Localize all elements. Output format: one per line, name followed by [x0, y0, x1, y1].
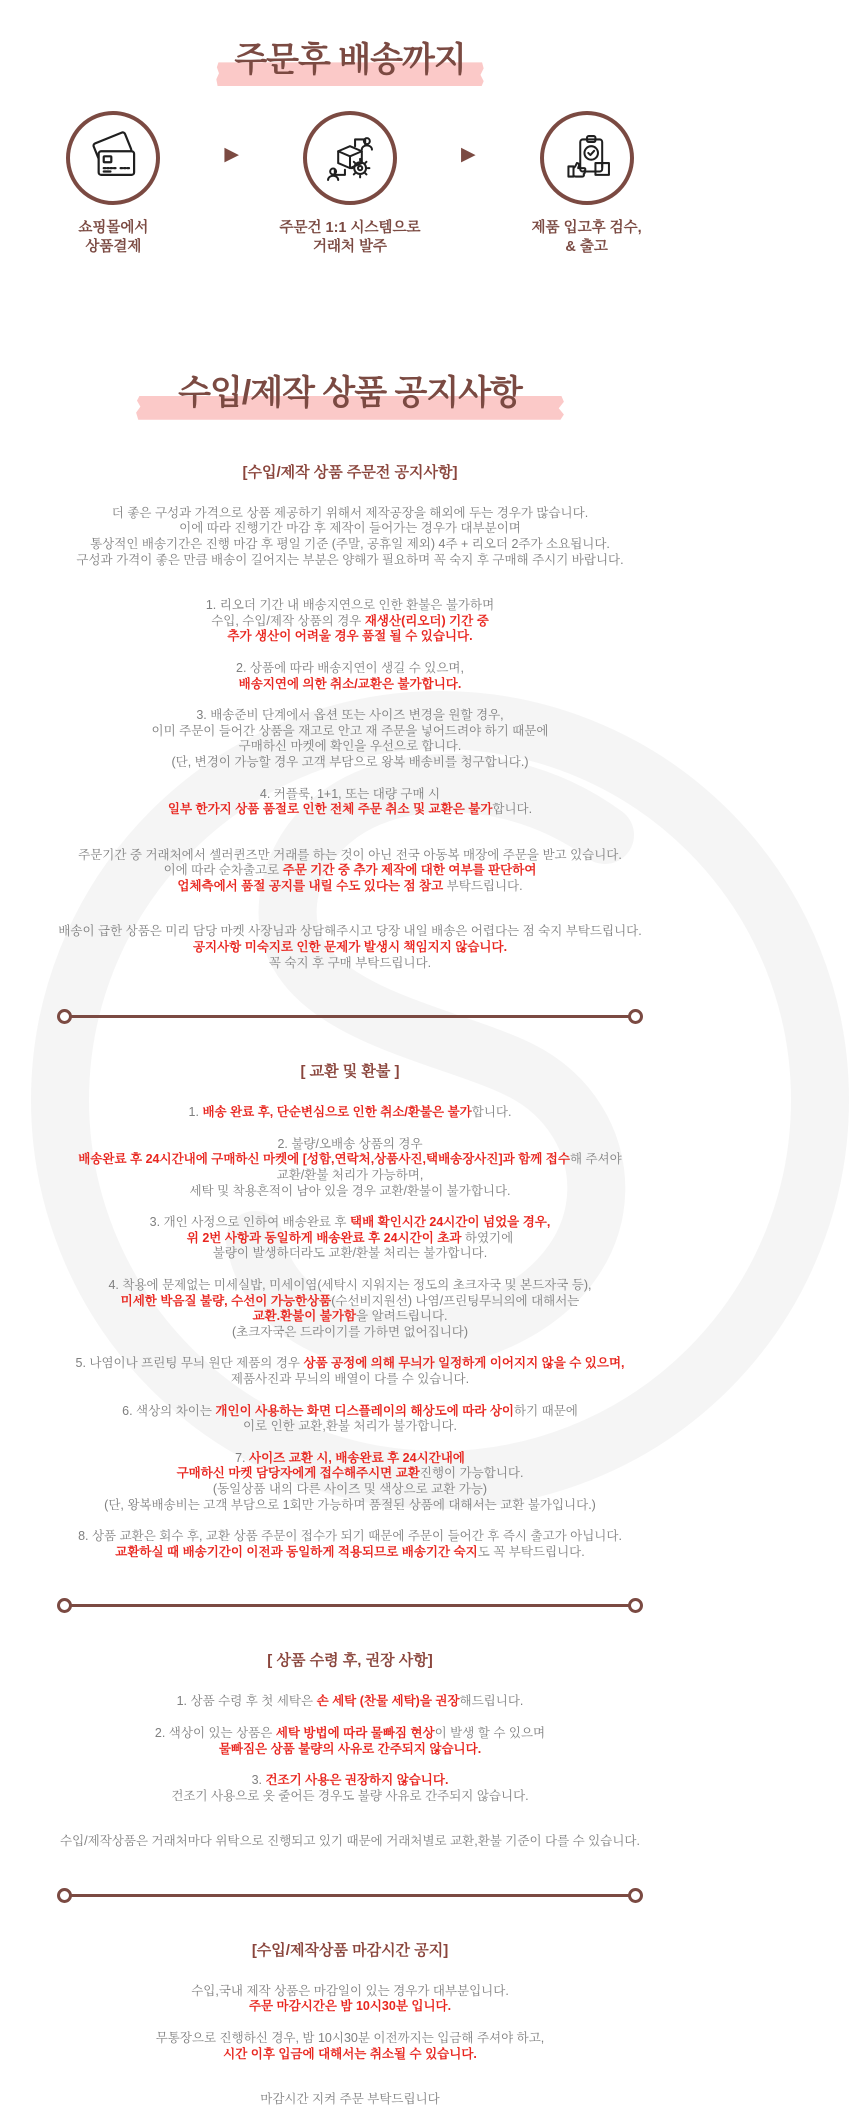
notice-block	[18, 1984, 682, 2015]
credit-card-icon	[66, 111, 160, 205]
notice-text: 4. 착용에 문제없는 미세실밥, 미세이염(세탁시 지워지는 정도의 초크자국 및 본드자국 등),	[108, 1278, 592, 1292]
step-label-line2: 거래처 발주	[312, 239, 388, 256]
notice-line	[18, 1372, 682, 1388]
notice-text: 부탁드립니다.	[446, 878, 523, 893]
divider-line	[71, 1015, 629, 1018]
notice-block	[18, 787, 682, 818]
notice-block	[18, 1529, 682, 1560]
notice-text-emphasis: 교환.환불이 불가함	[252, 1309, 357, 1324]
notice-line	[18, 739, 682, 755]
notice-line	[18, 506, 682, 522]
notice-block	[18, 1105, 682, 1121]
notice-line	[18, 1984, 682, 2000]
notice-text: 해드립니다.	[459, 1694, 524, 1709]
notice-text: 5. 나염이나 프린팅 무늬 원단 제품의 경우	[75, 1356, 304, 1371]
divider-ring	[628, 1009, 643, 1024]
notice-text: 6. 색상의 차이는	[122, 1403, 216, 1418]
notice-line	[18, 1152, 682, 1168]
notice-text: 배송이 급한 상품은 미리 담당 마켓 사장님과 상담해주시고 당장 내일 배송은 어렵다는 점 숙지 부탁드립니다.	[58, 924, 642, 939]
notice-block	[18, 2092, 682, 2108]
divider-ring	[57, 1009, 72, 1024]
notice-line	[18, 1137, 682, 1153]
divider-line	[71, 1604, 629, 1607]
notice-block	[18, 1137, 682, 1199]
notice-line	[18, 1999, 682, 2015]
notice-text-emphasis: 재생산(리오더) 기간 중	[364, 613, 489, 628]
notice-text-emphasis: 배송완료 후 24시간내에 구매하신 마켓에 [성함,연락처,상품사진,택배송장사진]과 함께 접수	[78, 1152, 570, 1167]
notice-line	[18, 1231, 682, 1247]
notice-text-emphasis: 배송 완료 후, 단순변심으로 인한 취소/환불은 불가	[202, 1105, 472, 1120]
notice-line	[18, 1466, 682, 1482]
notice-line	[18, 787, 682, 803]
notice-block	[18, 1356, 682, 1387]
notice-line	[18, 1404, 682, 1420]
notice-text: 합니다.	[471, 1105, 512, 1120]
arrow-right-icon: ▶	[461, 144, 476, 166]
notice-text: 마감시간 지켜 주문 부탁드립니다	[260, 2092, 440, 2107]
inspection-shipping-icon	[540, 111, 634, 205]
notice-text: 하였기에	[464, 1230, 514, 1245]
notice-text-emphasis: 추가 생산이 어려울 경우 품절 될 수 있습니다.	[227, 629, 473, 644]
section-divider	[57, 1888, 643, 1903]
notice-block	[18, 848, 682, 895]
notice-block	[18, 924, 682, 971]
notice-line	[18, 1773, 682, 1789]
notice-text-emphasis: 일부 한가지 상품 품절로 인한 전체 주문 취소 및 교환은 불가	[167, 802, 493, 817]
notice-text: 이에 따라 진행기간 마감 후 제작이 들어가는 경우가 대부분이며	[179, 521, 521, 536]
notice-block	[18, 1834, 682, 1850]
step-label-line1: 주문건 1:1 시스템으로	[279, 220, 421, 237]
notice-line	[18, 1278, 682, 1294]
section-header: [ 상품 수령 후, 권장 사항]	[267, 1652, 433, 1670]
notice-text-emphasis: 주문 기간 중 추가 제작에 대한 여부를 판단하여	[282, 863, 537, 878]
notice-text: 이미 주문이 들어간 상품을 재고로 안고 재 주문을 넣어드려야 하기 때문에	[151, 723, 549, 738]
notice-text: (수선비지원선) 나염/프린팅무늬의에 대해서는	[331, 1293, 580, 1308]
notice-text-emphasis: 상품 공정에 의해 무늬가 일정하게 이어지지 않을 수 있으며,	[303, 1356, 625, 1371]
notice-block	[18, 1773, 682, 1804]
notice-text: 더 좋은 구성과 가격으로 상품 제공하기 위해서 제작공장을 해외에 두는 경우가 많습니다.	[111, 505, 589, 520]
notice-line	[18, 2031, 682, 2047]
notice-block	[18, 1404, 682, 1435]
notice-text: 수입,국내 제작 상품은 마감일이 있는 경우가 대부분입니다.	[191, 1983, 509, 1998]
notice-line	[18, 553, 682, 569]
notice-text: (단, 왕복배송비는 고객 부담으로 1회만 가능하며 품절된 상품에 대해서는 교환 불가입니다.)	[104, 1497, 596, 1512]
notice-line	[18, 863, 682, 879]
notice-line	[18, 629, 682, 645]
notice-line	[18, 1726, 682, 1742]
notice-text-emphasis: 미세한 박음질 불량, 수선이 가능한상품	[120, 1293, 332, 1308]
notice-block	[18, 1215, 682, 1262]
process-step-payment	[28, 111, 198, 257]
notice-line	[18, 1789, 682, 1805]
highlighted-title-text: 주문후 배송까지	[230, 42, 469, 79]
notice-line	[18, 2047, 682, 2063]
step-label-line1: 쇼핑몰에서	[78, 220, 149, 237]
notice-text: 제품사진과 무늬의 배열이 다를 수 있습니다.	[230, 1371, 470, 1386]
notice-line	[18, 1246, 682, 1262]
notice-text: 수입, 수입/제작 상품의 경우	[211, 613, 365, 628]
notice-text: 을 알려드립니다.	[356, 1309, 448, 1324]
notice-line	[18, 755, 682, 771]
divider-ring	[57, 1888, 72, 1903]
notice-text: (초크자국은 드라이기를 가하면 없어집니다)	[231, 1324, 469, 1339]
notice-body	[0, 461, 700, 2108]
notice-text-emphasis: 구매하신 마켓 담당자에게 접수해주시면 교환	[176, 1466, 420, 1481]
notice-text-emphasis: 공지사항 미숙지로 인한 문제가 발생시 책임지지 않습니다.	[192, 940, 508, 955]
notice-text: 도 꼭 부탁드립니다.	[477, 1544, 585, 1559]
notice-text-emphasis: 주문 마감시간은 밤 10시30분 입니다.	[248, 1999, 452, 2014]
notice-line	[18, 661, 682, 677]
divider-ring	[628, 1888, 643, 1903]
divider-ring	[628, 1598, 643, 1613]
process-step-order-system	[265, 111, 435, 257]
notice-section	[0, 1649, 700, 1850]
notice-text: 3. 개인 사정으로 인하여 배송완료 후	[149, 1215, 350, 1230]
notice-line	[18, 2092, 682, 2108]
notice-text: 4. 커플룩, 1+1, 또는 대량 구매 시	[259, 786, 441, 801]
notice-block	[18, 598, 682, 645]
notice-text-emphasis: 개인이 사용하는 화면 디스플레이의 해상도에 따라 상이	[215, 1403, 514, 1418]
notice-text: 3. 배송준비 단계에서 옵션 또는 사이즈 변경을 원할 경우,	[196, 708, 504, 723]
notice-text: (단, 변경이 가능할 경우 고객 부담으로 왕복 배송비를 청구합니다.)	[171, 754, 529, 769]
step-label	[78, 219, 148, 257]
process-steps	[0, 111, 700, 257]
notice-line	[18, 1529, 682, 1545]
notice-text: 3.	[251, 1773, 266, 1788]
notice-line	[18, 614, 682, 630]
section-header: [수입/제작상품 마감시간 공지]	[251, 1941, 449, 1959]
notice-line	[18, 1834, 682, 1850]
notice-text: 1.	[188, 1105, 203, 1120]
notice-line	[18, 708, 682, 724]
notice-line	[18, 879, 682, 895]
notice-text: 이 발생 할 수 있으며	[434, 1725, 546, 1740]
notice-block	[18, 708, 682, 770]
step-label-line2: & 출고	[565, 239, 608, 256]
page-title-order-to-delivery	[0, 42, 700, 79]
notice-line	[18, 1482, 682, 1498]
page-title-import-notice	[0, 375, 700, 412]
notice-block	[18, 1278, 682, 1340]
notice-text: 건조기 사용으로 옷 줄어든 경우도 불량 사유로 간주되지 않습니다.	[171, 1788, 529, 1803]
notice-text: 8. 상품 교환은 회수 후, 교환 상품 주문이 접수가 되기 때문에 주문이 들어간 후 즉시 출고가 아닙니다.	[78, 1529, 622, 1544]
notice-text: 이에 따라 순차출고로	[163, 863, 283, 878]
notice-text: 2. 색상이 있는 상품은	[154, 1725, 276, 1740]
notice-line	[18, 802, 682, 818]
step-label-line2: 상품결제	[85, 239, 142, 256]
notice-text: 1. 상품 수령 후 첫 세탁은	[176, 1694, 317, 1709]
notice-text: 구성과 가격이 좋은 만큼 배송이 길어지는 부분은 양해가 필요하며 꼭 숙지 후 구매해 주시기 바랍니다.	[76, 552, 624, 567]
notice-text: 주문기간 중 거래처에서 셀러퀸즈만 거래를 하는 것이 아닌 전국 아동복 매장에 주문을 받고 있습니다.	[78, 847, 622, 862]
notice-text: 이로 인한 교환,환불 처리가 불가합니다.	[242, 1419, 458, 1434]
notice-section	[0, 1939, 700, 2108]
notice-line	[18, 677, 682, 693]
process-step-inspection	[502, 111, 672, 257]
arrow-right-icon: ▶	[224, 144, 239, 166]
notice-line	[18, 1451, 682, 1467]
notice-line	[18, 598, 682, 614]
notice-text-emphasis: 세탁 방법에 따라 물빠짐 현상	[275, 1725, 435, 1740]
notice-text: 불량이 발생하더라도 교환/환불 처리는 불가합니다.	[212, 1246, 488, 1261]
notice-text-emphasis: 건조기 사용은 권장하지 않습니다.	[265, 1773, 449, 1788]
notice-text: 2. 상품에 따라 배송지연이 생길 수 있으며,	[236, 660, 464, 675]
notice-text: 교환/환불 처리가 가능하며,	[276, 1168, 424, 1183]
notice-text: 꼭 숙지 후 구매 부탁드립니다.	[268, 955, 432, 970]
notice-text: 수입/제작상품은 거래처마다 위탁으로 진행되고 있기 때문에 거래처별로 교환,환불 기준이 다를 수 있습니다.	[60, 1834, 640, 1849]
notice-line	[18, 1105, 682, 1121]
notice-line	[18, 924, 682, 940]
notice-line	[18, 1545, 682, 1561]
notice-line	[18, 1294, 682, 1310]
notice-text: 2. 불량/오배송 상품의 경우	[277, 1136, 423, 1151]
notice-text-emphasis: 택배 확인시간 24시간이 넘었을 경우,	[350, 1215, 551, 1230]
section-header: [수입/제작 상품 주문전 공지사항]	[242, 463, 458, 481]
notice-line	[18, 1742, 682, 1758]
notice-text: 무통장으로 진행하신 경우, 밤 10시30분 이전까지는 입금해 주셔야 하고,	[155, 2031, 545, 2046]
notice-block	[18, 506, 682, 568]
notice-text: 진행이 가능합니다.	[419, 1466, 524, 1481]
notice-text-emphasis: 시간 이후 입금에 대해서는 취소될 수 있습니다.	[223, 2046, 477, 2061]
notice-line	[18, 537, 682, 553]
order-system-icon	[303, 111, 397, 205]
notice-text: 7.	[235, 1450, 250, 1465]
notice-line	[18, 521, 682, 537]
notice-text: 1. 리오더 기간 내 배송지연으로 인한 환불은 불가하며	[205, 598, 495, 613]
notice-section	[0, 1060, 700, 1560]
notice-block	[18, 2031, 682, 2062]
notice-block	[18, 1694, 682, 1710]
notice-text-emphasis: 사이즈 교환 시, 배송완료 후 24시간내에	[249, 1450, 465, 1465]
notice-text: 구매하신 마켓에 확인을 우선으로 합니다.	[238, 739, 462, 754]
highlighted-title-text: 수입/제작 상품 공지사항	[174, 375, 526, 412]
notice-text-emphasis: 손 세탁 (찬물 세탁)을 권장	[316, 1694, 460, 1709]
divider-line	[71, 1894, 629, 1897]
section-header: [ 교환 및 환불 ]	[300, 1063, 400, 1081]
notice-block	[18, 661, 682, 692]
notice-line	[18, 848, 682, 864]
section-divider	[57, 1598, 643, 1613]
section-divider	[57, 1009, 643, 1024]
notice-line	[18, 1184, 682, 1200]
notice-block	[18, 1726, 682, 1757]
notice-line	[18, 956, 682, 972]
notice-text-emphasis: 배송지연에 의한 취소/교환은 불가합니다.	[238, 676, 462, 691]
notice-block	[18, 1451, 682, 1513]
notice-text-emphasis: 교환하실 때 배송기간이 이전과 동일하게 적용되므로 배송기간 숙지	[115, 1544, 478, 1559]
notice-text: 하기 때문에	[514, 1403, 578, 1418]
notice-line	[18, 1309, 682, 1325]
divider-ring	[57, 1598, 72, 1613]
notice-text-emphasis: 위 2번 사항과 동일하게 배송완료 후 24시간이 초과	[186, 1230, 465, 1245]
step-label	[279, 219, 420, 257]
notice-line	[18, 1325, 682, 1341]
notice-line	[18, 1356, 682, 1372]
notice-text-emphasis: 업체측에서 품절 공지를 내릴 수도 있다는 점 참고	[177, 878, 447, 893]
notice-text: 해 주셔야	[569, 1152, 622, 1167]
notice-text: 통상적인 배송기간은 진행 마감 후 평일 기준 (주말, 공휴일 제외) 4주 + 리오더 2주가 소요됩니다.	[90, 536, 610, 551]
notice-text: 합니다.	[492, 802, 533, 817]
notice-text: (동일상품 내의 다른 사이즈 및 색상으로 교환 가능)	[212, 1481, 488, 1496]
notice-line	[18, 1168, 682, 1184]
step-label-line1: 제품 입고후 검수,	[531, 220, 642, 237]
notice-text: 세탁 및 착용흔적이 남아 있을 경우 교환/환불이 불가합니다.	[189, 1183, 511, 1198]
notice-text-emphasis: 물빠짐은 상품 불량의 사유로 간주되지 않습니다.	[218, 1741, 482, 1756]
notice-line	[18, 1419, 682, 1435]
step-label	[532, 219, 642, 257]
notice-line	[18, 724, 682, 740]
notice-line	[18, 1694, 682, 1710]
notice-section	[0, 461, 700, 971]
notice-line	[18, 940, 682, 956]
notice-line	[18, 1498, 682, 1514]
notice-line	[18, 1215, 682, 1231]
